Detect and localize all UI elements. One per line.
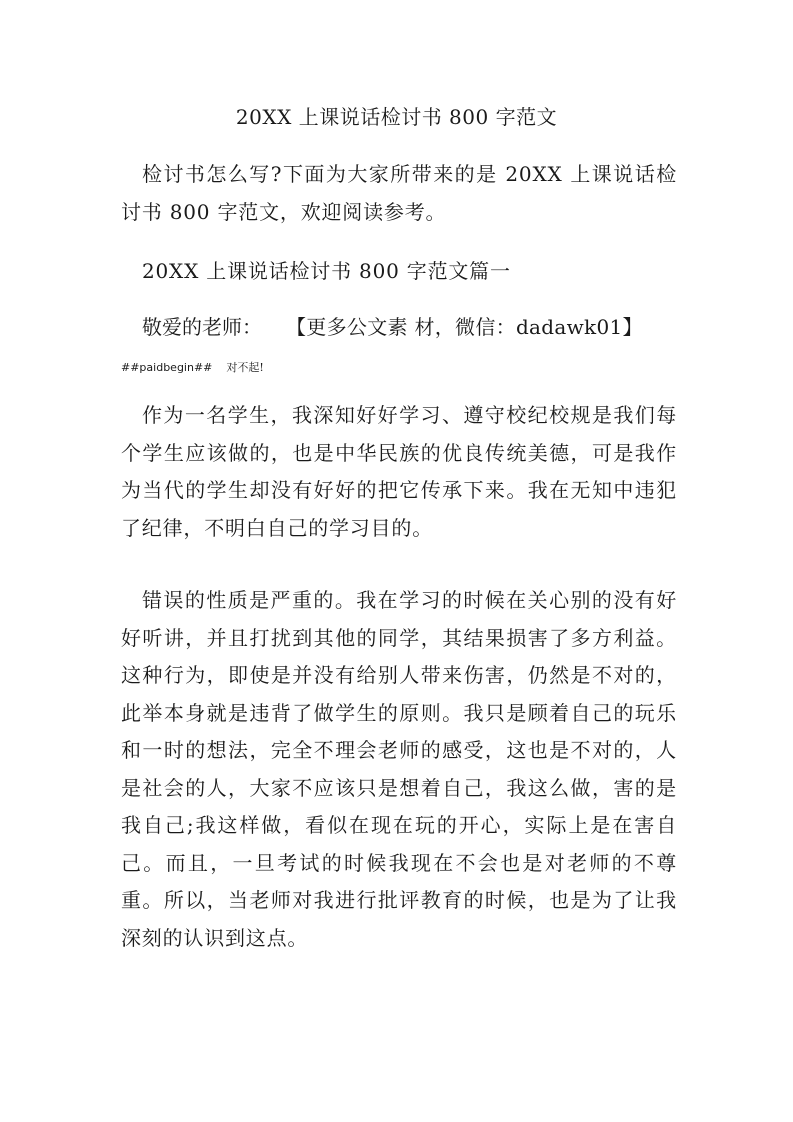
document-title: 20XX 上课说话检讨书 800 字范文 [235,105,558,129]
promo-note: 【更多公文素 材，微信：dadawk01】 [286,315,643,339]
intro-paragraph: 检讨书怎么写?下面为大家所带来的是 20XX 上课说话检讨书 800 字范文，欢迎阅读参考。 [121,162,677,224]
greeting-line [142,312,643,342]
body-paragraph-2: 错误的性质是严重的。我在学习的时候在关心别的没有好好听讲，并且打扰到其他的同学，其结果损害了多方利益。这种行为，即使是并没有给别人带来伤害，仍然是不对的，此举本身就是违背了做学生的原则。我只是顾着自己的玩乐和一时的想法，完全不理会老师的感受，这也是不对的，人是社会的人，大家不应该只是想着自己，我这么做，害的是我自己;我这样做，看似在现在玩的开心，实际上是在害自己。而且，一旦考试的时候我现在不会也是对老师的不尊重。所以，当老师对我进行批评教育的时候，也是为了让我深刻的认识到这点。 [121,588,677,950]
greeting: 敬爱的老师： [142,315,262,339]
apology-text: 对不起! [226,361,264,374]
body-paragraph-1: 作为一名学生，我深知好好学习、遵守校纪校规是我们每个学生应该做的，也是中华民族的优良传统美德，可是我作为当代的学生却没有好好的把它传承下来。我在无知中违犯了纪律，不明白自己的学习目的。 [121,403,677,540]
section-heading: 20XX 上课说话检讨书 800 字范文篇一 [142,259,511,283]
paid-marker: ##paidbegin## [121,361,213,374]
paid-marker-line [121,360,264,376]
